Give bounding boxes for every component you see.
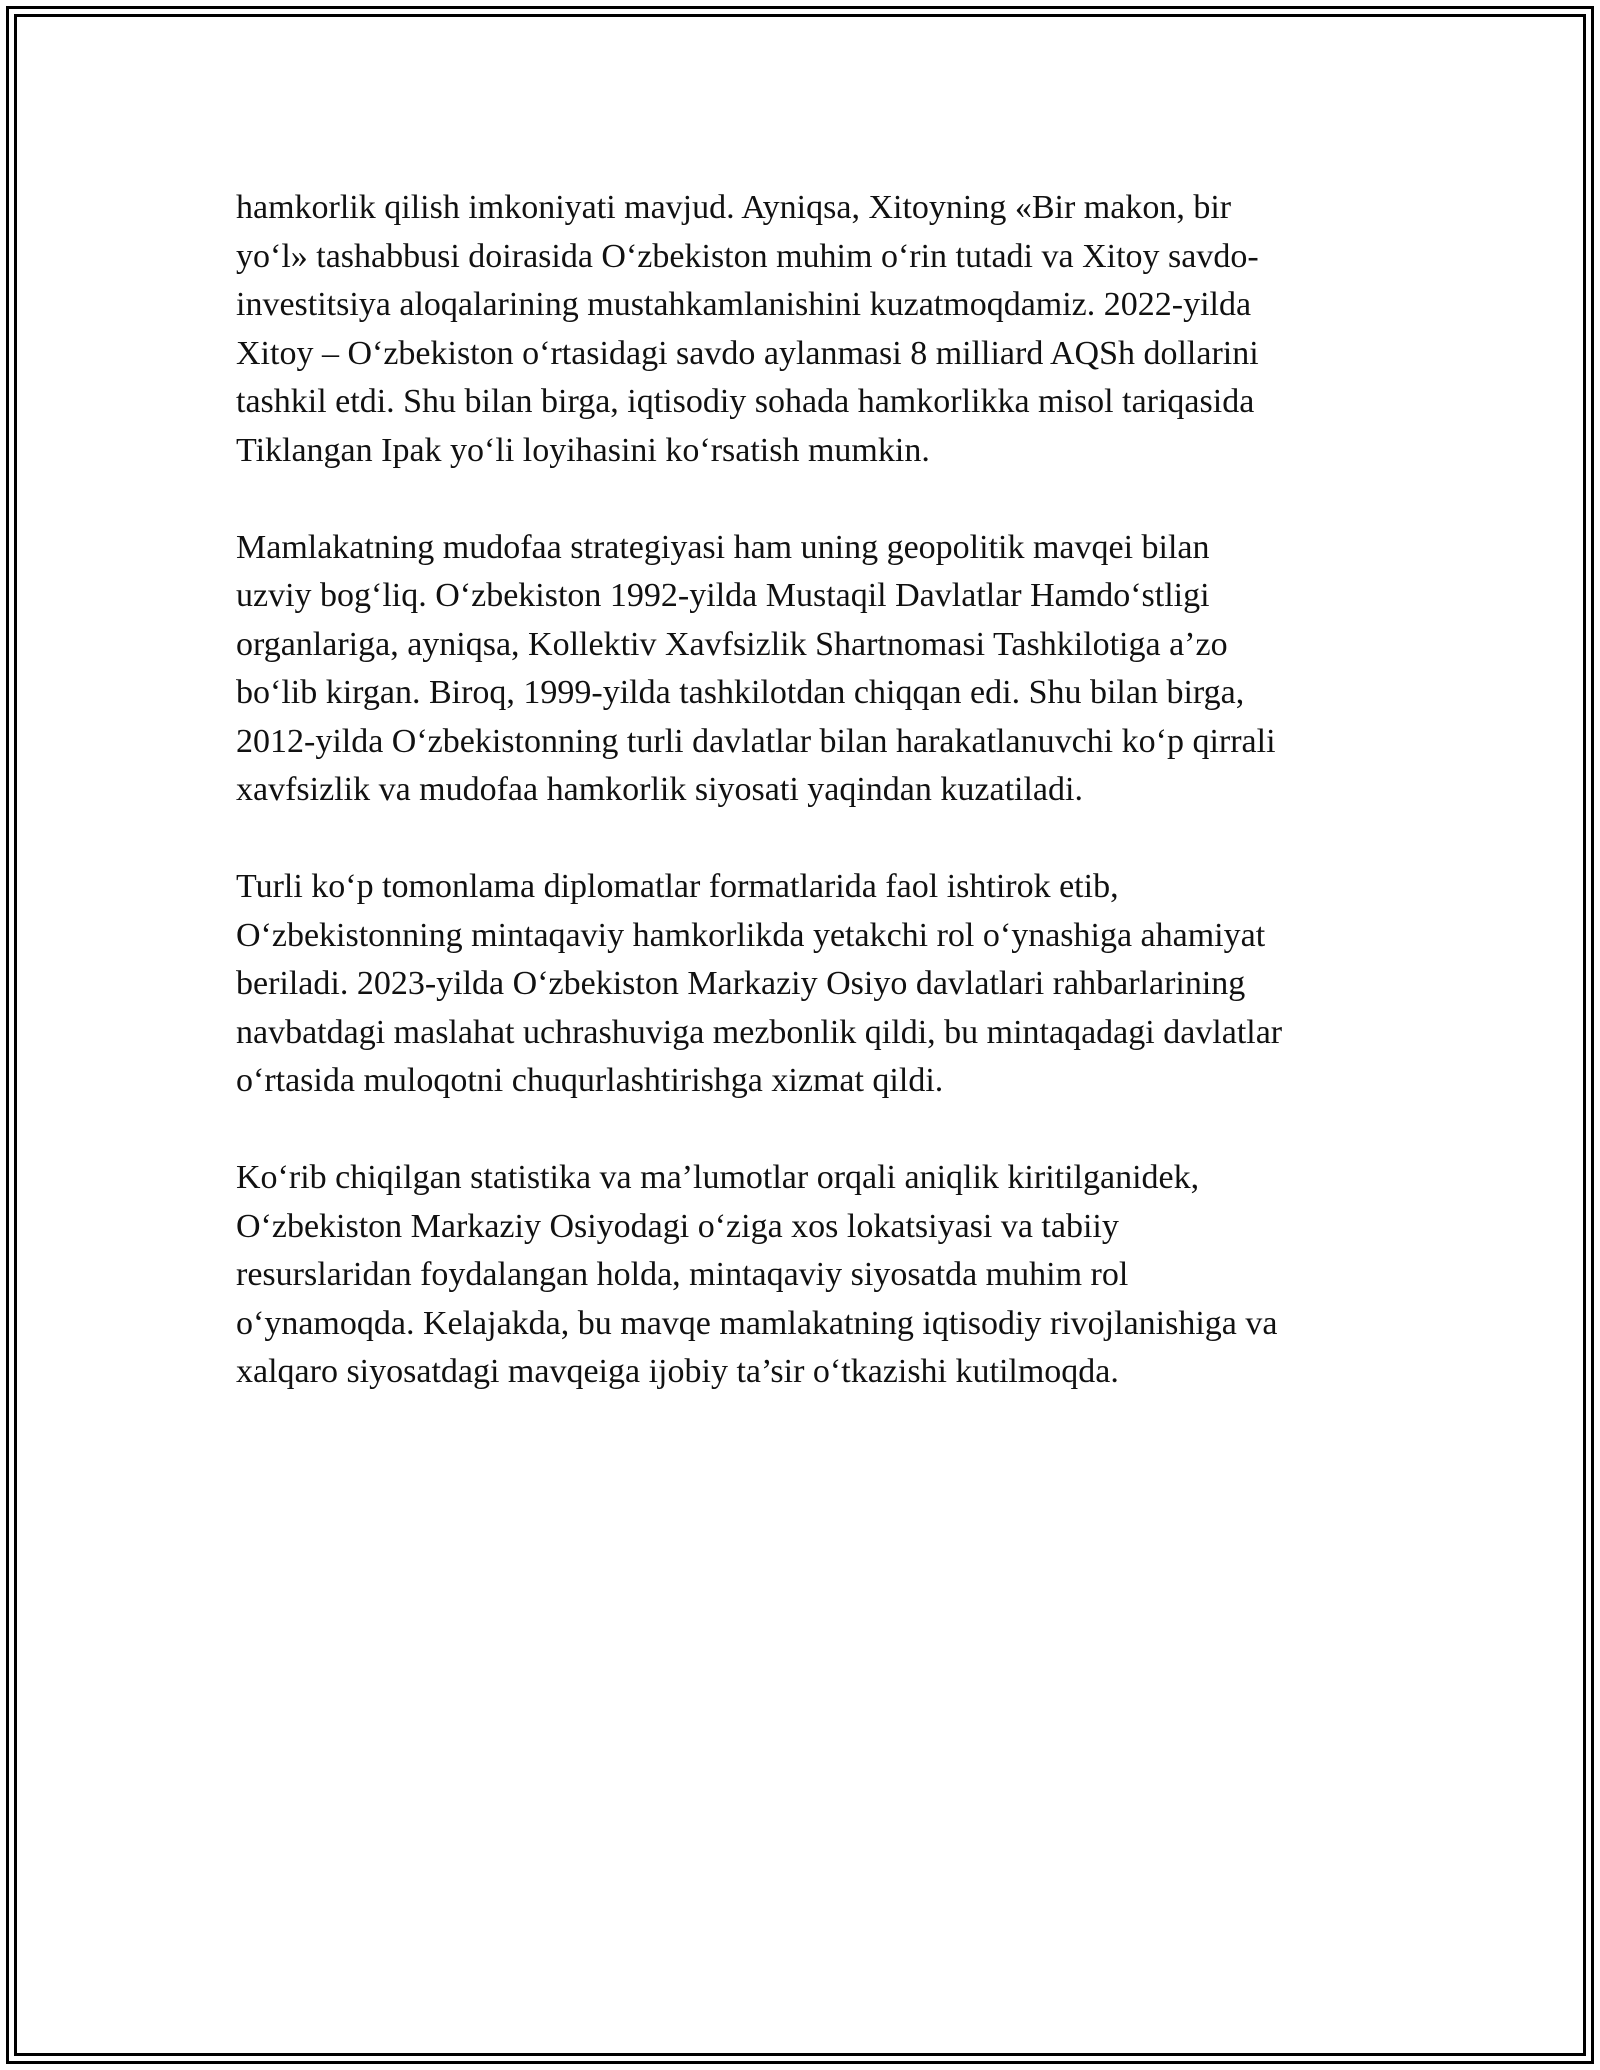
text-line: o‘rtasida muloqotni chuqurlashtirishga xizmat qildi. (236, 1062, 944, 1099)
text-line: O‘zbekiston Markaziy Osiyodagi o‘ziga xos lokatsiyasi va tabiiy (236, 1207, 1119, 1245)
text-line: hamkorlik qilish imkoniyati mavjud. Ayniqsa, Xitoyning «Bir makon, bir (236, 189, 1232, 226)
text-line: Turli ko‘p tomonlama diplomatlar formatlarida faol ishtirok etib, (236, 868, 1119, 905)
text-line: tashkil etdi. Shu bilan birga, iqtisodiy sohada hamkorlikka misol tariqasida (236, 383, 1255, 420)
text-line: uzviy bog‘liq. O‘zbekiston 1992-yilda Mustaqil Davlatlar Hamdo‘stligi (236, 577, 1210, 614)
paragraph-3 (236, 863, 1386, 1106)
text-line: O‘zbekistonning mintaqaviy hamkorlikda yetakchi rol o‘ynashiga ahamiyat (236, 916, 1266, 954)
text-line: investitsiya aloqalarining mustahkamlanishini kuzatmoqdamiz. 2022-yilda (236, 286, 1252, 323)
text-line: beriladi. 2023-yilda O‘zbekiston Markaziy Osiyo davlatlari rahbarlarining (236, 965, 1246, 1002)
text-line: organlariga, ayniqsa, Kollektiv Xavfsizlik Shartnomasi Tashkilotiga a’zo (236, 625, 1228, 663)
text-line: o‘ynamoqda. Kelajakda, bu mavqe mamlakatning iqtisodiy rivojlanishiga va (236, 1304, 1278, 1342)
text-line: yo‘l» tashabbusi doirasida O‘zbekiston muhim o‘rin tutadi va Xitoy savdo- (236, 237, 1259, 275)
text-line: Xitoy – O‘zbekiston o‘rtasidagi savdo aylanmasi 8 milliard AQSh dollarini (236, 334, 1259, 372)
text-line: Tiklangan Ipak yo‘li loyihasini ko‘rsatish mumkin. (236, 431, 930, 469)
text-line: 2012-yilda O‘zbekistonning turli davlatlar bilan harakatlanuvchi ko‘p qirrali (236, 722, 1276, 760)
paragraph-2 (236, 524, 1386, 815)
paragraph-4 (236, 1154, 1386, 1397)
text-line: navbatdagi maslahat uchrashuviga mezbonlik qildi, bu mintaqadagi davlatlar (236, 1013, 1283, 1051)
text-line: bo‘lib kirgan. Biroq, 1999-yilda tashkilotdan chiqqan edi. Shu bilan birga, (236, 674, 1245, 711)
text-line: xavfsizlik va mudofaa hamkorlik siyosati yaqindan kuzatiladi. (236, 771, 1083, 808)
paragraph-1 (236, 184, 1386, 475)
text-line: Mamlakatning mudofaa strategiyasi ham uning geopolitik mavqei bilan (236, 528, 1210, 566)
text-line: resurslaridan foydalangan holda, mintaqaviy siyosatda muhim rol (236, 1256, 1129, 1293)
document-body (236, 184, 1386, 1445)
text-line: Ko‘rib chiqilgan statistika va ma’lumotlar orqali aniqlik kiritilganidek, (236, 1159, 1200, 1196)
text-line: xalqaro siyosatdagi mavqeiga ijobiy ta’sir o‘tkazishi kutilmoqda. (236, 1353, 1119, 1390)
